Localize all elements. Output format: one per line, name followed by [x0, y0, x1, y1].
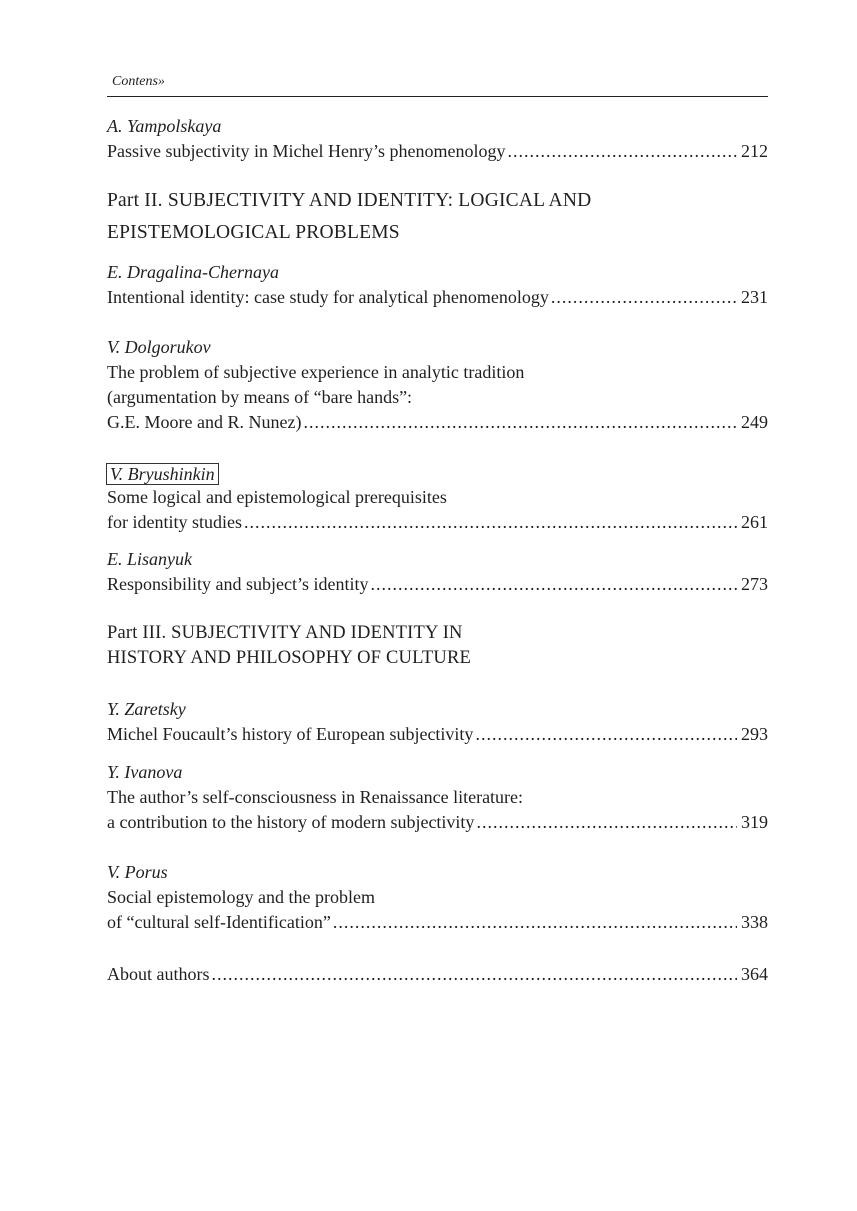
entry-title: a contribution to the history of modern subjectivity [107, 812, 475, 832]
dot-leader [476, 810, 737, 834]
dot-leader [475, 722, 737, 746]
page-number: 231 [741, 287, 768, 307]
part-heading: Part II. SUBJECTIVITY AND IDENTITY: LOGICAL AND [107, 190, 592, 211]
entry-title: Intentional identity: case study for analytical phenomenology [107, 287, 549, 307]
dot-leader [303, 410, 737, 434]
running-head: Contens» [112, 74, 165, 89]
entry-author: Y. Ivanova [107, 762, 183, 782]
dot-leader [551, 285, 737, 309]
highlight-box: V. Bryushinkin [106, 463, 219, 485]
page-number: 212 [741, 141, 768, 161]
page-number: 319 [741, 812, 768, 832]
part-heading: Part III. SUBJECTIVITY AND IDENTITY IN [107, 623, 463, 643]
entry-author: Y. Zaretsky [107, 699, 186, 719]
entry-title: (argumentation by means of “bare hands”: [107, 387, 413, 407]
part-heading: EPISTEMOLOGICAL PROBLEMS [107, 222, 400, 243]
toc-entry-link[interactable] [107, 510, 768, 534]
page-number: 293 [741, 724, 768, 744]
page-number: 364 [741, 964, 768, 984]
dot-leader [370, 572, 737, 596]
toc-entry-link[interactable] [107, 139, 768, 163]
part-heading: HISTORY AND PHILOSOPHY OF CULTURE [107, 648, 471, 668]
entry-title: The author’s self-consciousness in Renaissance literature: [107, 787, 524, 807]
toc-entry-link[interactable] [107, 910, 768, 934]
toc-entry-link[interactable] [107, 572, 768, 596]
entry-author: E. Dragalina-Chernaya [107, 262, 279, 282]
entry-title: Responsibility and subject’s identity [107, 574, 369, 594]
toc-entry-link[interactable] [107, 285, 768, 309]
toc-entry-link[interactable] [107, 410, 768, 434]
toc-entry-link[interactable] [107, 722, 768, 746]
entry-title: of “cultural self-Identification” [107, 912, 331, 932]
entry-author: A. Yampolskaya [107, 116, 222, 136]
page-number: 338 [741, 912, 768, 932]
page-number: 261 [741, 512, 768, 532]
entry-author: E. Lisanyuk [107, 549, 192, 569]
page-number: 273 [741, 574, 768, 594]
dot-leader [507, 139, 737, 163]
entry-title: Social epistemology and the problem [107, 887, 375, 907]
dot-leader [212, 962, 738, 986]
about-authors-link[interactable] [107, 962, 768, 986]
entry-title: G.E. Moore and R. Nunez) [107, 412, 302, 432]
dot-leader [244, 510, 737, 534]
entry-title: The problem of subjective experience in analytic tradition [107, 362, 525, 382]
entry-title: Passive subjectivity in Michel Henry’s phenomenology [107, 141, 506, 161]
entry-title: for identity studies [107, 512, 242, 532]
entry-author-highlighted [107, 462, 768, 486]
header-rule [107, 96, 768, 97]
entry-author: V. Dolgorukov [107, 337, 211, 357]
about-authors-label: About authors [107, 964, 210, 984]
entry-title: Michel Foucault’s history of European subjectivity [107, 724, 474, 744]
entry-author: V. Porus [107, 862, 168, 882]
entry-title: Some logical and epistemological prerequisites [107, 487, 447, 507]
page-number: 249 [741, 412, 768, 432]
dot-leader [333, 910, 737, 934]
toc-entry-link[interactable] [107, 810, 768, 834]
